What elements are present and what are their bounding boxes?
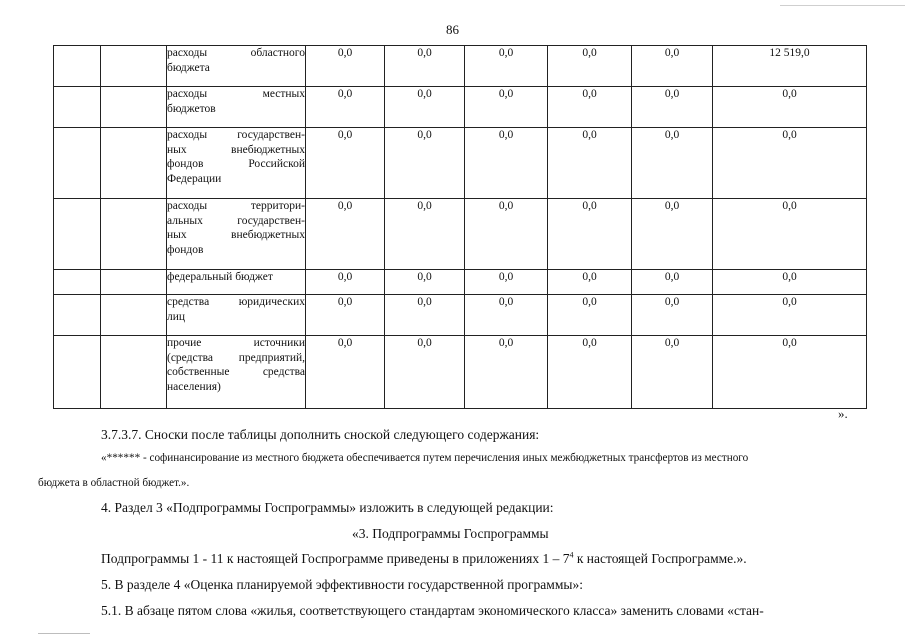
- page-number: 86: [446, 22, 459, 37]
- value-cell: 0,0: [465, 336, 548, 409]
- value-cell: 0,0: [465, 128, 548, 199]
- row-label-line: расходы государствен-: [167, 129, 305, 141]
- table-row: [54, 199, 867, 270]
- row-label-line: расходы областного: [167, 47, 305, 59]
- value-cell: 0,0: [548, 87, 632, 128]
- financing-table: [53, 45, 867, 409]
- paragraph-5-1: 5.1. В абзаце пятом слова «жилья, соответствующего стандартам экономического класса» заменить словами «стан-: [101, 603, 764, 618]
- row-label-line: Федерации: [167, 172, 222, 185]
- value-cell: 0,0: [632, 46, 713, 87]
- subprograms-text-after: к настоящей Госпрограмме.».: [573, 551, 747, 566]
- row-label-line: населения): [167, 380, 221, 393]
- value-cell: 0,0: [306, 199, 385, 270]
- row-label-line: прочие источники: [167, 337, 305, 349]
- value-cell: 0,0: [465, 270, 548, 295]
- value-cell: 0,0: [306, 87, 385, 128]
- value-cell: 0,0: [385, 295, 465, 336]
- paragraph-footnote-intro: 3.7.3.7. Сноски после таблицы дополнить сноской следующего содержания:: [101, 427, 540, 442]
- empty-cell: [54, 270, 101, 295]
- value-cell: 0,0: [465, 295, 548, 336]
- row-label-cell: [167, 128, 306, 199]
- row-label-line: ных внебюджетных: [167, 143, 305, 156]
- empty-cell: [54, 128, 101, 199]
- table-row: [54, 270, 867, 295]
- value-cell: 0,0: [465, 199, 548, 270]
- value-cell: 0,0: [713, 295, 867, 336]
- value-cell: 0,0: [385, 336, 465, 409]
- row-label-cell: [167, 46, 306, 87]
- row-label-line: собственные средства: [167, 366, 305, 378]
- row-label-line: альных государствен-: [167, 214, 305, 227]
- value-cell: 0,0: [548, 199, 632, 270]
- value-cell: 0,0: [632, 87, 713, 128]
- subprograms-text-before: Подпрограммы 1 - 11 к настоящей Госпрограмме приведены в приложениях 1 – 7: [101, 551, 570, 566]
- row-label-line: ных внебюджетных: [167, 229, 305, 241]
- value-cell: 0,0: [713, 199, 867, 270]
- empty-cell: [101, 46, 167, 87]
- value-cell: 0,0: [306, 270, 385, 295]
- row-label-line: (средства предприятий,: [167, 351, 305, 364]
- table-row: [54, 128, 867, 199]
- row-label-cell: [167, 336, 306, 409]
- empty-cell: [101, 87, 167, 128]
- empty-cell: [101, 199, 167, 270]
- empty-cell: [54, 295, 101, 336]
- row-label-line: бюджетов: [167, 102, 216, 115]
- row-label-line: бюджета: [167, 61, 210, 74]
- value-cell: 0,0: [306, 295, 385, 336]
- value-cell: 0,0: [632, 270, 713, 295]
- value-cell: 0,0: [465, 46, 548, 87]
- empty-cell: [101, 128, 167, 199]
- top-rule: [780, 5, 905, 6]
- superscript-4: 4: [569, 550, 574, 560]
- row-label-line: федеральный бюджет: [167, 271, 273, 283]
- row-label-cell: [167, 270, 306, 295]
- table-row: [54, 336, 867, 409]
- empty-cell: [101, 295, 167, 336]
- table-row: [54, 295, 867, 336]
- value-cell: 0,0: [632, 128, 713, 199]
- value-cell: 0,0: [385, 270, 465, 295]
- table-row: [54, 87, 867, 128]
- row-label-cell: [167, 295, 306, 336]
- value-cell: 0,0: [548, 336, 632, 409]
- row-label-line: фондов Российской: [167, 158, 305, 170]
- paragraph-subprograms: [101, 551, 747, 567]
- value-cell: 0,0: [385, 128, 465, 199]
- value-cell: 0,0: [306, 46, 385, 87]
- bottom-rule: [38, 633, 90, 634]
- row-label-line: расходы территори-: [167, 200, 305, 212]
- paragraph-footnote-text-line1: «****** - софинансирование из местного бюджета обеспечивается путем перечисления иных межбюджетных трансфертов из местного: [101, 452, 749, 464]
- empty-cell: [101, 270, 167, 295]
- value-cell: 12 519,0: [713, 46, 867, 87]
- value-cell: 0,0: [548, 270, 632, 295]
- row-label-cell: [167, 199, 306, 270]
- value-cell: 0,0: [713, 270, 867, 295]
- row-label-line: средства юридических: [167, 296, 305, 308]
- paragraph-section3: 4. Раздел 3 «Подпрограммы Госпрограммы» изложить в следующей редакции:: [101, 500, 554, 515]
- value-cell: 0,0: [713, 128, 867, 199]
- value-cell: 0,0: [548, 128, 632, 199]
- empty-cell: [54, 336, 101, 409]
- value-cell: 0,0: [548, 46, 632, 87]
- row-label-line: фондов: [167, 243, 204, 256]
- closing-quote: ».: [838, 406, 848, 421]
- value-cell: 0,0: [385, 46, 465, 87]
- value-cell: 0,0: [632, 295, 713, 336]
- value-cell: 0,0: [632, 199, 713, 270]
- table-row: [54, 46, 867, 87]
- value-cell: 0,0: [713, 336, 867, 409]
- empty-cell: [54, 46, 101, 87]
- paragraph-section4: 5. В разделе 4 «Оценка планируемой эффективности государственной программы»:: [101, 577, 583, 592]
- value-cell: 0,0: [306, 336, 385, 409]
- row-label-line: лиц: [167, 310, 186, 323]
- value-cell: 0,0: [465, 87, 548, 128]
- empty-cell: [54, 199, 101, 270]
- empty-cell: [54, 87, 101, 128]
- empty-cell: [101, 336, 167, 409]
- section3-heading: «3. Подпрограммы Госпрограммы: [352, 526, 549, 541]
- row-label-cell: [167, 87, 306, 128]
- value-cell: 0,0: [632, 336, 713, 409]
- paragraph-footnote-text-line2: бюджета в областной бюджет.».: [38, 477, 190, 489]
- value-cell: 0,0: [548, 295, 632, 336]
- value-cell: 0,0: [306, 128, 385, 199]
- value-cell: 0,0: [385, 87, 465, 128]
- value-cell: 0,0: [713, 87, 867, 128]
- value-cell: 0,0: [385, 199, 465, 270]
- row-label-line: расходы местных: [167, 88, 305, 100]
